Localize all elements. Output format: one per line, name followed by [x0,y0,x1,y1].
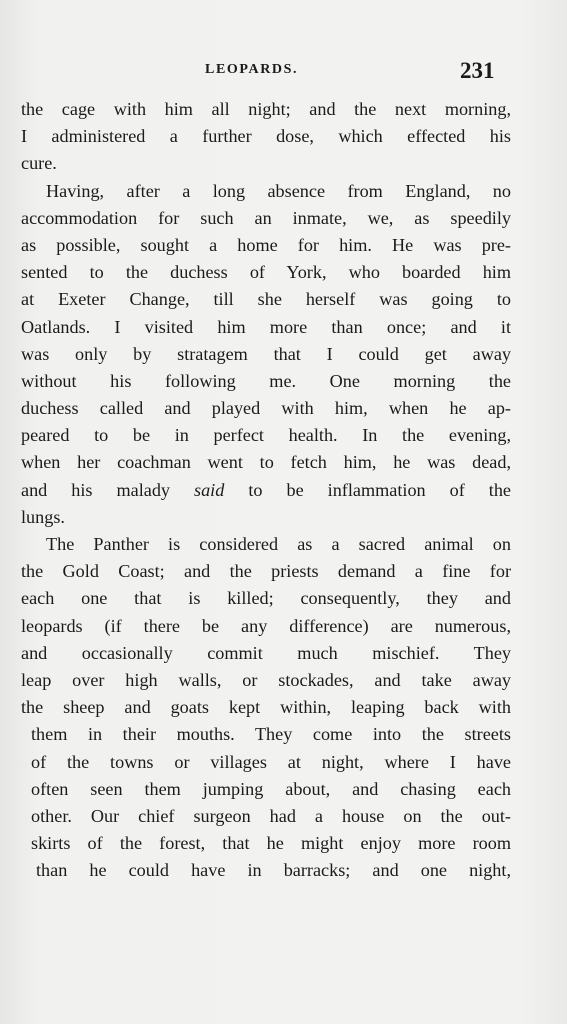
text-line: and occasionally commit much mischief. They [21,642,511,663]
text-line: peared to be in perfect health. In the evening, [21,425,511,446]
text-line: sented to the duchess of York, who boarded him [21,262,511,283]
text-line: I administered a further dose, which effected his [21,126,511,147]
text-line: the sheep and goats kept within, leaping back with [21,697,511,718]
text-line: duchess called and played with him, when he ap- [21,398,511,419]
text-line: without his following me. One morning the [21,370,511,391]
running-title: LEOPARDS. [205,62,299,77]
text-line: often seen them jumping about, and chasing each [31,778,511,799]
text-line: lungs. [21,506,65,527]
text-line: as possible, sought a home for him. He was pre- [21,234,511,255]
page-number: 231 [460,58,495,83]
body-text [21,96,511,884]
text-line: Having, after a long absence from England, no [46,180,511,201]
text-line: when her coachman went to fetch him, he was dead, [21,452,511,473]
text-line: Oatlands. I visited him more than once; and it [21,316,511,337]
text-line: leap over high walls, or stockades, and take away [21,669,511,690]
emphasized-word: said [194,479,225,500]
text-line: cure. [21,153,57,174]
text-line: at Exeter Change, till she herself was going to [21,289,511,310]
text-line: than he could have in barracks; and one night, [36,860,511,881]
text-line: the Gold Coast; and the priests demand a fine for [21,561,511,582]
text-line: other. Our chief surgeon had a house on the out- [31,805,511,826]
text-segment: to be inflammation of the [224,479,511,500]
text-line: was only by stratagem that I could get away [21,343,511,364]
text-line-with-emphasis [21,477,511,504]
running-head [0,58,567,88]
text-line: skirts of the forest, that he might enjoy more room [31,833,511,854]
text-line: accommodation for such an inmate, we, as speedily [21,207,511,228]
text-segment: and his malady [21,479,195,500]
text-line: of the towns or villages at night, where I have [31,751,511,772]
text-line: them in their mouths. They come into the streets [31,724,511,745]
text-line: the cage with him all night; and the next morning, [21,99,511,119]
text-line: leopards (if there be any difference) are numerous, [21,615,511,636]
text-line: The Panther is considered as a sacred animal on [46,534,511,554]
text-line: each one that is killed; consequently, they and [21,588,511,609]
